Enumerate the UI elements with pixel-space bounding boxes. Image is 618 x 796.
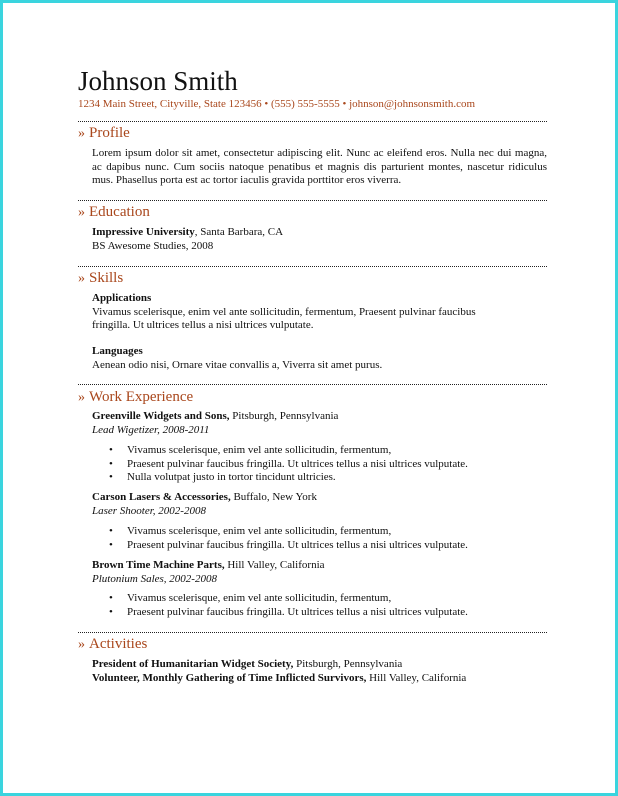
section-heading-work <box>78 388 193 407</box>
section-title: Skills <box>89 270 124 286</box>
activity-location: Pitsburgh, Pennsylvania <box>293 658 403 670</box>
education-location: , Santa Barbara, CA <box>194 226 284 238</box>
job-company-line <box>92 559 547 573</box>
section-divider <box>78 200 547 201</box>
activity-location: Hill Valley, California <box>366 671 467 684</box>
job-entry <box>92 491 547 518</box>
section-title: Profile <box>89 125 130 141</box>
list-item: • Praesent pulvinar faucibus fringilla. Ut ultrices tellus a nisi ultrices vulputate. <box>92 606 532 620</box>
job-entry <box>92 559 547 586</box>
skills-group-text: Aenean odio nisi, Ornare vitae convallis a, Viverra sit amet purus. <box>92 358 383 371</box>
section-heading-education <box>78 203 150 222</box>
list-item: • Vivamus scelerisque, enim vel ante sollicitudin, fermentum, <box>92 525 532 539</box>
activity-role: President of Humanitarian Widget Society, <box>92 658 294 670</box>
chevron-icon: » <box>78 126 85 141</box>
job-company-line <box>92 491 547 505</box>
list-item: • Vivamus scelerisque, enim vel ante sollicitudin, fermentum, <box>92 444 532 458</box>
section-divider <box>78 121 547 122</box>
job-company: Carson Lasers & Accessories, <box>92 491 231 503</box>
resume-name: Johnson Smith <box>78 66 238 96</box>
list-item: • Vivamus scelerisque, enim vel ante sollicitudin, fermentum, <box>92 592 532 606</box>
list-item: • Praesent pulvinar faucibus fringilla. Ut ultrices tellus a nisi ultrices vulputate. <box>92 539 532 553</box>
job-role: Lead Wigetizer, 2008-2011 <box>92 423 210 436</box>
chevron-icon: » <box>78 390 85 405</box>
skills-group-text: Vivamus scelerisque, enim vel ante sollicitudin, fermentum, Praesent pulvinar faucibus <box>92 305 476 318</box>
education-school: Impressive University <box>92 226 195 238</box>
education-entry <box>92 226 547 253</box>
list-item: • Praesent pulvinar faucibus fringilla. Ut ultrices tellus a nisi ultrices vulputate. <box>92 458 532 472</box>
activities-list <box>92 658 547 685</box>
section-heading-profile <box>78 124 130 143</box>
job-location: Pitsburgh, Pennsylvania <box>229 410 339 422</box>
chevron-icon: » <box>78 271 85 286</box>
skills-languages <box>92 345 547 372</box>
section-title: Activities <box>89 636 148 652</box>
activity-role: Volunteer, Monthly Gathering of Time Inflicted Survivors, <box>92 671 367 684</box>
job-location: Hill Valley, California <box>224 559 325 571</box>
job-bullets <box>92 592 532 619</box>
skills-group-heading: Languages <box>92 345 143 357</box>
skills-group-heading: Applications <box>92 292 152 304</box>
job-role: Plutonium Sales, 2002-2008 <box>92 572 217 585</box>
section-title: Education <box>89 204 150 220</box>
skills-group-text: fringilla. Ut ultrices tellus a nisi ultrices vulputate. <box>92 319 314 332</box>
contact-line: 1234 Main Street, Cityville, State 123456 • (555) 555-5555 • johnson@johnsonsmith.com <box>78 98 476 110</box>
list-item: • Nulla volutpat justo in tortor tincidunt ultricies. <box>92 471 532 485</box>
section-title: Work Experience <box>89 389 194 405</box>
job-company-line <box>92 410 547 424</box>
job-location: Buffalo, New York <box>230 491 317 503</box>
section-heading-activities <box>78 635 147 654</box>
section-divider <box>78 384 547 385</box>
chevron-icon: » <box>78 637 85 652</box>
education-degree: BS Awesome Studies, 2008 <box>92 239 214 252</box>
job-entry <box>92 410 547 437</box>
education-school-line <box>92 226 547 240</box>
section-heading-skills <box>78 269 123 288</box>
skills-applications <box>92 292 547 333</box>
chevron-icon: » <box>78 205 85 220</box>
profile-text: Lorem ipsum dolor sit amet, consectetur adipiscing elit. Nunc ac eleifend eros. Nulla nec dui magna, ac dapibus nunc. Cum sociis natoque penatibus et magnis dis parturient montes, nascetur ridiculus mus. Phasellus porta est ac tortor iaculis gravida porttitor eros viverra. <box>92 147 547 187</box>
job-bullets <box>92 525 532 552</box>
job-company: Greenville Widgets and Sons, <box>92 410 230 422</box>
job-company: Brown Time Machine Parts, <box>92 559 225 571</box>
section-divider <box>78 266 547 267</box>
activity-item <box>92 658 547 672</box>
job-role: Laser Shooter, 2002-2008 <box>92 504 206 517</box>
activity-item <box>92 672 547 686</box>
section-divider <box>78 632 547 633</box>
job-bullets <box>92 444 532 485</box>
